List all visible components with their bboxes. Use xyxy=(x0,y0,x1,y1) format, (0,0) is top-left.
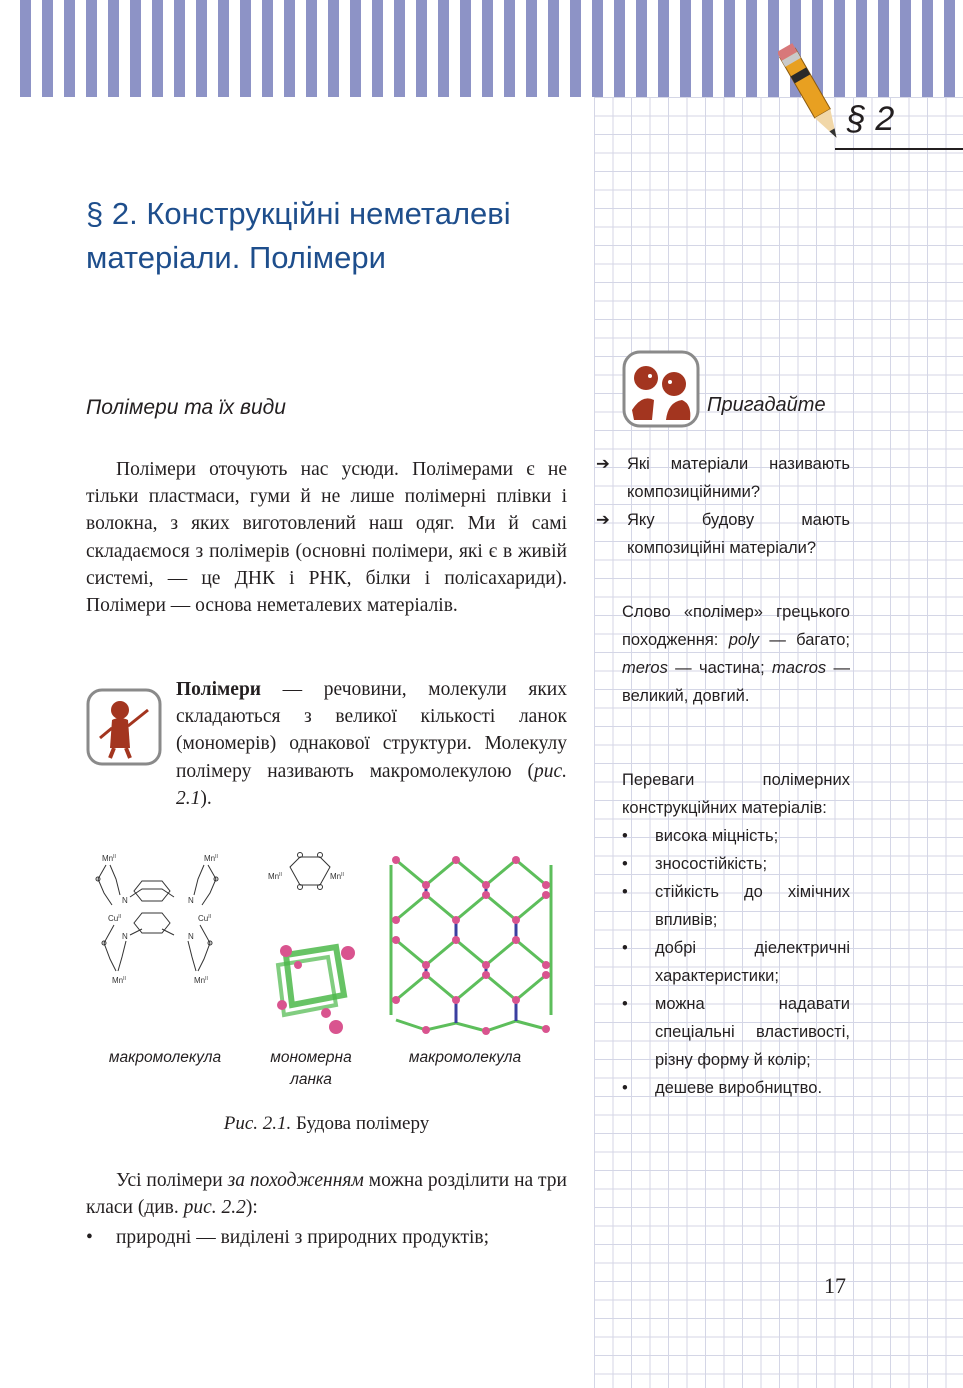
paragraph-classes-text-b: можна розділити на три класи (див. xyxy=(86,1170,567,1219)
svg-text:N: N xyxy=(188,896,194,905)
advantage-text: добрі діелектричні характеристики; xyxy=(655,939,850,985)
bullet-marker: • xyxy=(622,939,628,957)
svg-text:CuII: $Cu^{II}$ xyxy=(198,914,212,923)
list-item xyxy=(622,1074,850,1102)
macromolecule-network xyxy=(391,856,551,1035)
paragraph-classes-fig-ref: рис. 2.2 xyxy=(183,1197,246,1219)
remember-label: Пригадайте xyxy=(707,394,826,416)
svg-text:MnII: $Mn^{II}$ xyxy=(204,854,218,863)
list-item xyxy=(622,850,850,878)
question-text-1: Які матеріали називають композиційними? xyxy=(627,455,850,501)
margin-grid xyxy=(594,97,963,1388)
svg-text:MnII: $Mn^{II}$ xyxy=(112,976,126,985)
etymology-word-poly: poly xyxy=(728,631,759,649)
page-number: 17 xyxy=(824,1273,846,1298)
bullet-marker: • xyxy=(622,1079,628,1097)
advantage-text: зносостійкість; xyxy=(655,855,768,873)
svg-text:MnII: $Mn^{II}$ xyxy=(330,872,344,881)
definition-text-b: ). xyxy=(200,787,212,809)
question-text-2: Яку будову мають композиційні матеріали? xyxy=(627,511,850,557)
definition-text-a: — речовини, молекули яких складаються з великої кількості ланок (мономерів) однакової структури. Молекулу полімеру називають макромолекулою ( xyxy=(176,679,567,782)
figure-caption-text: Будова полімеру xyxy=(291,1113,430,1134)
advantages-note xyxy=(622,766,850,1102)
title-line-2: матеріали. Полімери xyxy=(86,240,386,275)
bullet-marker: • xyxy=(622,855,628,873)
question-item-2 xyxy=(596,506,850,562)
advantage-text: можна надавати спеціальні властивості, різну форму й колір; xyxy=(655,995,850,1069)
figure-label-macromolecule-1: макромолекула xyxy=(108,1049,222,1066)
list-item xyxy=(622,878,850,934)
definition-term: Полімери xyxy=(176,679,262,700)
pencil-icon xyxy=(778,40,848,155)
arrow-right-icon: ➔ xyxy=(596,455,610,473)
arrow-right-icon: ➔ xyxy=(596,511,610,529)
icon-wrap-space xyxy=(86,676,176,786)
etymology-intro: Слово «полімер» грецького походження: xyxy=(622,603,850,649)
paragraph-classes xyxy=(86,1167,567,1221)
section-heading: Полімери та їх види xyxy=(86,396,286,419)
paragraph-intro: Полімери оточують нас усюди. Полімерами є не тільки пластмаси, гуми й не лише полімерні плівки і волокна, з яких виготовлений наш одяг. Ми й самі складаємося з полімерів (основні полімери, які є в живій системі, — це ДНК і РНК, білки і полісахариди). Полімери — основа неметалевих матеріалів. xyxy=(86,459,567,617)
bullet-marker: • xyxy=(622,827,628,845)
etymology-meaning-poly: — багато; xyxy=(759,631,850,649)
etymology-note xyxy=(622,598,850,710)
list-item xyxy=(622,934,850,990)
oxalate-formula xyxy=(268,853,344,890)
advantage-text: висока міцність; xyxy=(655,827,779,845)
page-title xyxy=(86,192,586,280)
etymology-word-macros: macros xyxy=(772,659,827,677)
svg-text:MnII: $Mn^{II}$ xyxy=(268,872,282,881)
remember-icon xyxy=(622,350,700,428)
etymology-meaning-macros: — великий, довгий. xyxy=(622,659,850,705)
svg-text:MnII: $Mn^{II}$ xyxy=(194,976,208,985)
svg-text:CuII: $Cu^{II}$ xyxy=(108,914,122,923)
bullet-marker: • xyxy=(622,995,628,1013)
bullet-marker: • xyxy=(622,883,628,901)
macromolecule-formula xyxy=(96,854,218,985)
definition-fig-ref: рис. 2.1 xyxy=(176,760,567,809)
svg-text:N: N xyxy=(188,932,194,941)
list-item-natural xyxy=(86,1224,567,1251)
figure-caption xyxy=(86,1113,567,1135)
section-mark-underline xyxy=(835,148,963,150)
etymology-meaning-meros: — частина; xyxy=(667,659,773,677)
figure-label-macromolecule-2: макромолекула xyxy=(408,1049,522,1066)
question-item-1 xyxy=(596,450,850,506)
advantage-text: стійкість до хімічних впливів; xyxy=(655,883,850,929)
advantages-list xyxy=(622,822,850,1102)
title-line-1: § 2. Конструкційні неметалеві xyxy=(86,196,511,231)
paragraph-classes-text-a: Усі полімери xyxy=(116,1170,228,1191)
svg-text:MnII: $Mn^{II}$ xyxy=(102,854,116,863)
advantage-text: дешеве виробництво. xyxy=(655,1079,823,1097)
svg-text:N: N xyxy=(122,896,128,905)
monomer-unit-model xyxy=(277,945,355,1034)
list-item xyxy=(622,822,850,850)
list-item xyxy=(622,990,850,1074)
paragraph-classes-text-c: ): xyxy=(245,1197,258,1219)
figure-label-monomer-unit: мономерна ланка xyxy=(270,1049,352,1088)
figure-caption-ref: Рис. 2.1. xyxy=(223,1113,292,1134)
advantages-title: Переваги полімерних конструкційних матеріалів: xyxy=(622,771,850,817)
paragraph-classes-emphasis: за походженням xyxy=(227,1170,364,1191)
section-mark: § 2 xyxy=(847,100,895,138)
etymology-word-meros: meros xyxy=(622,659,668,677)
polymer-structure-figure xyxy=(86,845,567,1045)
list-item-natural-text: природні — виділені з природних продуктів; xyxy=(116,1227,490,1248)
bullet-marker: • xyxy=(86,1227,93,1248)
definition-paragraph xyxy=(86,676,567,812)
svg-text:N: N xyxy=(122,932,128,941)
